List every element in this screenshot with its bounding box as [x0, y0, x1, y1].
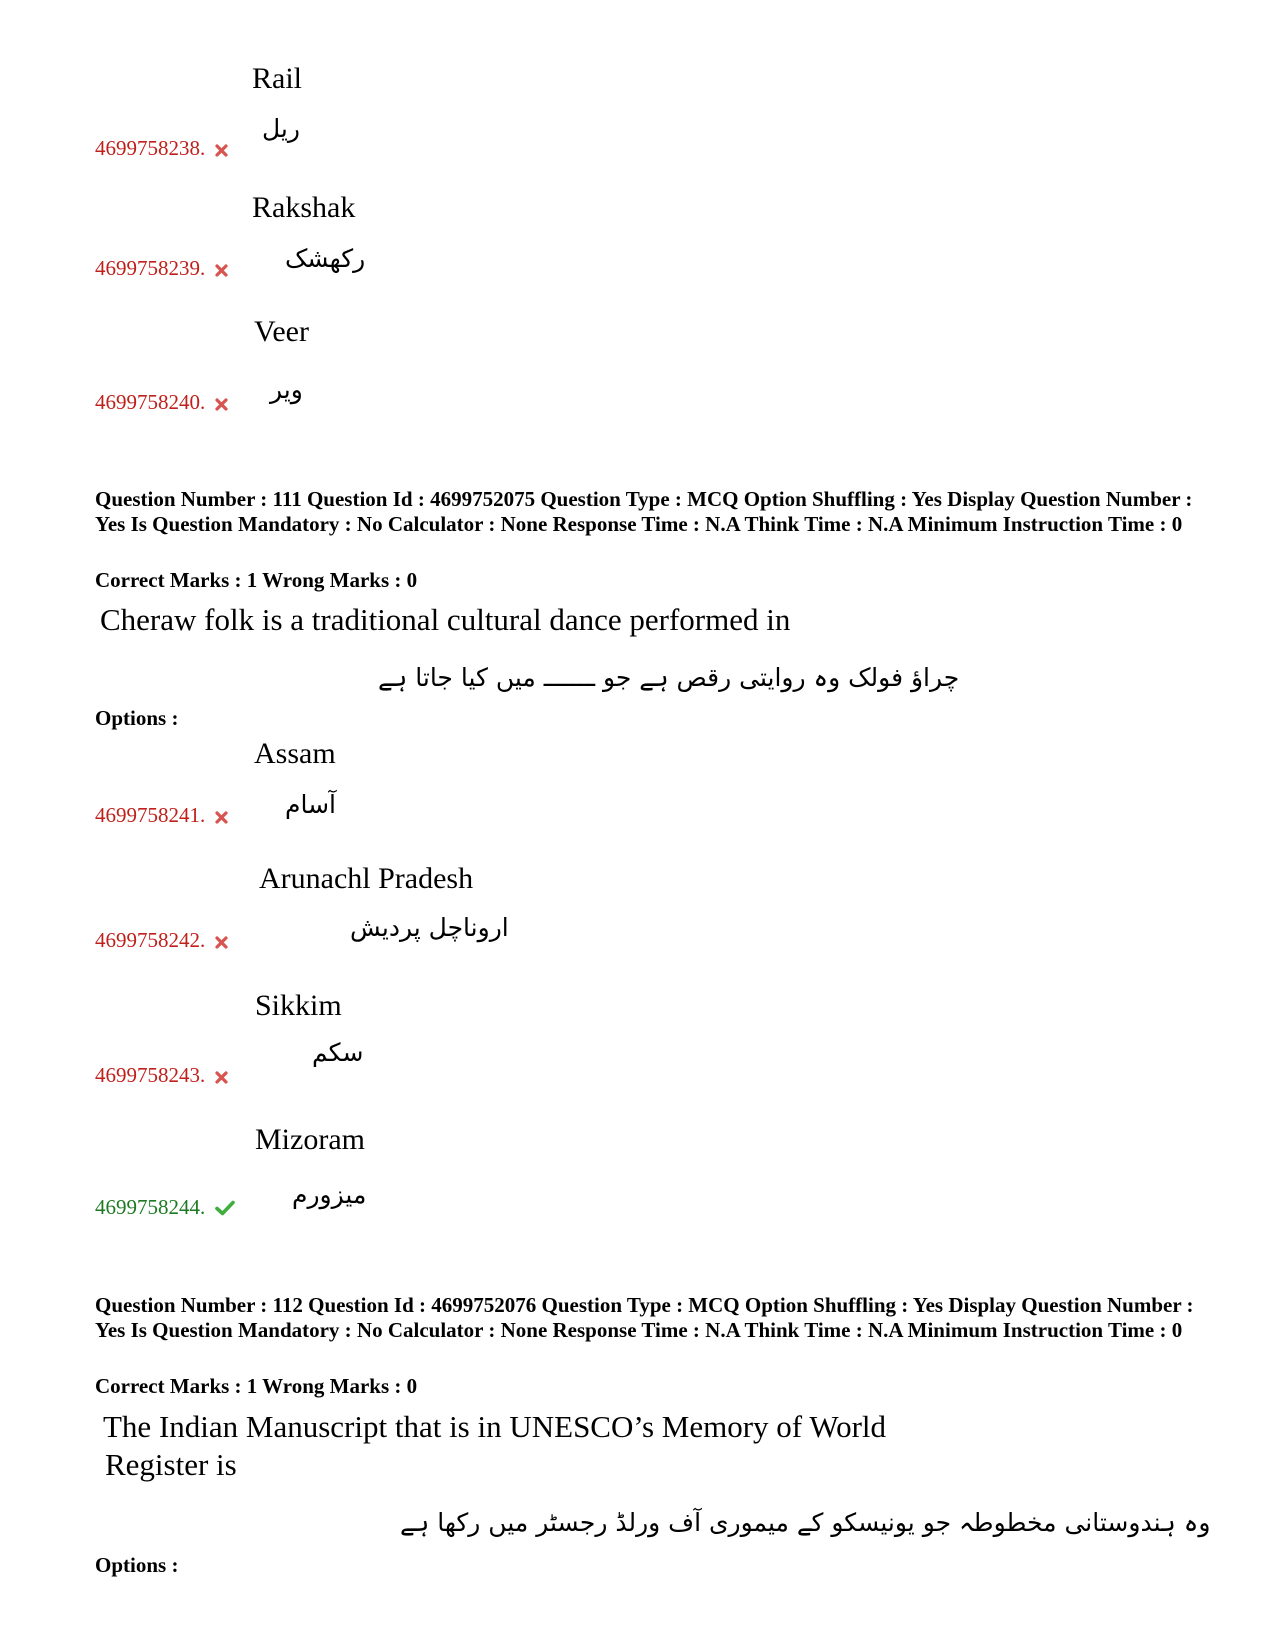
- question-meta: Question Number : 112 Question Id : 4699752076 Question Type : MCQ Option Shuffling : Yes Display Question Number : Yes Is Question Mandatory : No Calculator : None Response Time : N.A Think Time : N.A Minimum Instruction Time : 0: [95, 1293, 1194, 1342]
- option-id: [95, 930, 228, 953]
- question-meta: Question Number : 111 Question Id : 4699752075 Question Type : MCQ Option Shuffling : Yes Display Question Number : Yes Is Question Mandatory : No Calculator : None Response Time : N.A Think Time : N.A Minimum Instruction Time : 0: [95, 487, 1193, 536]
- option-id: [95, 1065, 228, 1088]
- option-text-en: Rakshak: [252, 191, 356, 224]
- option-text-en: Sikkim: [255, 989, 342, 1022]
- option-id: [95, 392, 228, 415]
- question-text-en: Cheraw folk is a traditional cultural dance performed in: [100, 602, 791, 637]
- cross-icon: [215, 140, 228, 161]
- option-id-label: 4699758239.: [95, 256, 206, 280]
- question-marks: Correct Marks : 1 Wrong Marks : 0: [95, 568, 418, 592]
- option-text-en: Mizoram: [255, 1123, 365, 1156]
- option-text-en: Assam: [254, 737, 336, 770]
- cross-icon: [215, 807, 228, 828]
- option-id: [95, 1197, 235, 1220]
- option-text-ur: ویر: [270, 375, 303, 404]
- option-id: [95, 258, 228, 281]
- cross-icon: [215, 260, 228, 281]
- option-text-ur: میزورم: [292, 1180, 367, 1209]
- option-id: [95, 138, 228, 161]
- question-marks: Correct Marks : 1 Wrong Marks : 0: [95, 1374, 418, 1398]
- options-label: Options :: [95, 706, 179, 730]
- option-text-ur: اروناچل پردیش: [350, 913, 509, 942]
- option-text-ur: ریل: [262, 114, 300, 143]
- cross-icon: [215, 932, 228, 953]
- options-label: Options :: [95, 1553, 179, 1577]
- option-text-ur: رکھشک: [285, 244, 366, 273]
- option-id-label: 4699758238.: [95, 136, 206, 160]
- option-id-label: 4699758240.: [95, 390, 206, 414]
- option-id: [95, 805, 228, 828]
- option-text-en: Rail: [252, 62, 302, 95]
- question-text-en: Register is: [105, 1447, 237, 1482]
- check-icon: [215, 1199, 235, 1220]
- question-text-ur: وہ ہندوستانی مخطوطہ جو یونیسکو کے میموری آف ورلڈ رجسٹر میں رکھا ہے: [400, 1508, 1211, 1537]
- cross-icon: [215, 394, 228, 415]
- option-id-label: 4699758244.: [95, 1195, 206, 1219]
- option-text-ur: سکم: [312, 1038, 364, 1067]
- option-text-en: Arunachl Pradesh: [259, 862, 474, 895]
- question-text-en: The Indian Manuscript that is in UNESCO’s Memory of World: [103, 1409, 887, 1444]
- option-id-label: 4699758243.: [95, 1063, 206, 1087]
- question-text-ur: چراؤ فولک وہ روایتی رقص ہے جو ـــــــ میں کیا جاتا ہے: [378, 663, 960, 692]
- option-text-en: Veer: [254, 315, 309, 348]
- option-id-label: 4699758241.: [95, 803, 206, 827]
- cross-icon: [215, 1067, 228, 1088]
- option-id-label: 4699758242.: [95, 928, 206, 952]
- option-text-ur: آسام: [285, 790, 336, 819]
